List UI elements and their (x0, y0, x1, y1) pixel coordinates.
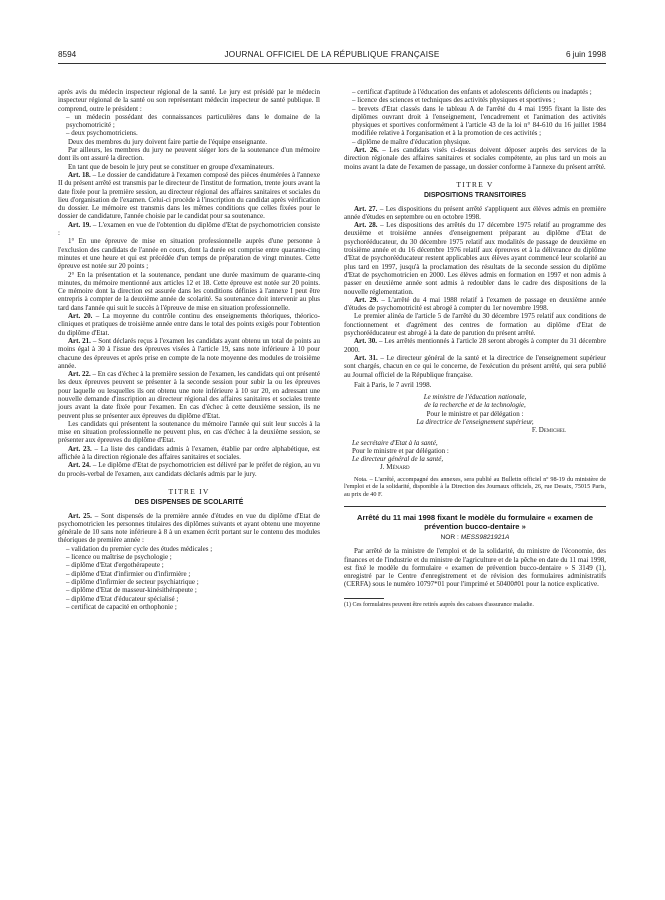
list-item: – diplôme d'Etat d'infirmier ou d'infirmière ; (66, 569, 191, 578)
section-heading: TITRE V (456, 179, 494, 189)
right-column (344, 88, 606, 609)
signatory-title: Le directeur général de la santé, (352, 455, 444, 464)
list-item: – diplôme de maître d'éducation physique. (352, 137, 471, 146)
article-label: Art. 25. (68, 511, 92, 520)
list-item: – brevets d'Etat classés dans le tableau A de l'arrêté du 4 mai 1995 fixant la liste des diplômes ouvrant droit à l'enseignement, l'encadrement et l'animation des activités physiques et sportives conformément à l'article 43 de la loi n° 84-610 du 16 juillet 1984 modifiée relative à l'organisation et à la promotion de ces activités ; (352, 104, 606, 138)
article-text: – Sont dispensés de la première année d'études en vue du diplôme d'Etat de psychomotricien les personnes titulaires des diplômes suivants et ayant obtenu une moyenne générale de 10 sans note inférieure à 8 à un examen écrit portant sur le contenu des modules théoriques de première année : (58, 511, 320, 545)
article-25 (58, 512, 320, 545)
paragraph: Les candidats qui présentent la soutenance du mémoire l'année qui suit leur succès à la mise en situation professionnelle ne peuvent plus, en cas d'échec à la deuxième session, se présenter aux épreuves du diplôme d'Etat. (58, 419, 320, 445)
signatory-title: Le ministre de l'éducation nationale, (423, 393, 527, 402)
article-text: – Les candidats visés ci-dessus doivent déposer auprès des services de la direction régionale des affaires sanitaires et sociales compétente, au plus tard un mois au moins avant la date de l'examen de passage, un dossier conforme à l'annexe du présent arrêté. (344, 146, 606, 171)
article-text: – Les arrêtés mentionnés à l'article 28 seront abrogés à compter du 31 décembre 2000. (344, 337, 606, 354)
article-text: – Le directeur général de la santé et la directrice de l'enseignement supérieur sont chargés, chacun en ce qui le concerne, de l'exécution du présent arrêté, qui sera publié au Journal officiel de la République française. (344, 353, 607, 379)
article-20 (58, 312, 320, 337)
publication-note: Nota. – L'arrêté, accompagné des annexes, sera publié au Bulletin officiel nº 98-19 du ministère de l'emploi et de la solidarité, disponible à la Direction des Journaux officiels, 26, rue Desaix, 75015 Paris, au prix de 40 F. (344, 475, 606, 498)
article-23 (58, 445, 320, 462)
article-27 (344, 205, 606, 222)
footnote-rule (344, 598, 384, 599)
nor-code: MESS9821921A (460, 533, 510, 541)
signatory-title: de la recherche et de la technologie, (424, 401, 526, 410)
section-heading: TITRE IV (168, 486, 210, 496)
signatory-name: J. Ménard (380, 463, 410, 472)
article-text: – La liste des candidats admis à l'examen, établie par ordre alphabétique, est affichée à la direction régionale des affaires sanitaires et sociales. (58, 444, 320, 462)
article-text: – Sont déclarés reçus à l'examen les candidats ayant obtenu un total de points au moins égal à 30 à l'issue des épreuves visées à l'article 19, sans note inférieure à 10 pour chacune des épreuves et après prise en compte de la note moyenne des modules de troisième année. (58, 336, 320, 370)
signature-block-education (344, 393, 606, 434)
list-item: – diplôme d'Etat d'éducateur spécialisé ; (66, 594, 179, 603)
article-text: – Le dossier de candidature à l'examen composé des pièces énumérées à l'annexe II du présent arrêté est transmis par le directeur de l'institut de formation, trente jours avant la date fixée pour la première session, au directeur régional des affaires sanitaires et sociales du lieu d'organisation de l'examen. Celui-ci procède à l'inscription du candidat après vérification du dossier. Le mémoire est transmis dans les mêmes conditions que celles fixées pour le dossier de candidature, l'année choisie par le candidat pour sa soutenance. (58, 170, 320, 221)
page-number: 8594 (58, 50, 77, 59)
article-label: Art. 23. (68, 444, 92, 453)
list-item: – deux psychomotriciens. (66, 129, 138, 138)
article-21 (58, 337, 320, 370)
article-label: Art. 29. (354, 295, 379, 304)
list-item: – licence des sciences et techniques des activités physiques et sportives ; (352, 96, 556, 105)
paragraph: Par arrêté de la ministre de l'emploi et de la solidarité, du ministre de l'économie, des finances et de l'industrie et du ministre de l'agriculture et de la pêche en date du 11 mai 1998, est fixé le modèle du formulaire « examen de prévention bucco-dentaire » S 3149 (1), enregistré par le Centre d'enregistrement et de révision des formulaires administratifs (CERFA) sous le numéro 10797*01 pour l'imprimé et 50400#01 pour la notice explicative. (344, 547, 606, 589)
delegation-line: Pour le ministre et par délégation : (426, 409, 524, 418)
article-24 (58, 461, 320, 478)
list-item: – diplôme d'infirmier de secteur psychiatrique ; (66, 577, 199, 586)
article-text: – L'arrêté du 4 mai 1988 relatif à l'examen de passage en deuxième année d'études de psychomotricité est abrogé à compter du 1er novembre 1998. (344, 295, 607, 313)
paragraph: 1° En une épreuve de mise en situation professionnelle auprès d'une personne à l'exclusion des candidats de l'année en cours, dont la durée est comprise entre quarante-cinq minutes et une heure et qui est précédée d'un temps de préparation de vingt minutes. Cette épreuve est notée sur 20 points ; (58, 237, 320, 271)
arrete-title: Arrêté du 11 mai 1998 fixant le modèle du formulaire « examen de prévention bucco-dentaire » (357, 512, 593, 531)
article-19 (58, 221, 320, 238)
article-label: Art. 21. (68, 336, 91, 345)
article-31 (344, 354, 606, 379)
left-column (58, 88, 320, 611)
article-label: Art. 19. (68, 220, 91, 229)
article-label: Art. 30. (354, 337, 377, 346)
article-label: Art. 20. (68, 312, 93, 321)
paragraph: après avis du médecin inspecteur régional de la santé. Le jury est présidé par le médecin inspecteur régional de la santé ou son représentant médecin inspecteur de santé publique. Il comprend, outre le président : (58, 88, 320, 113)
article-label: Art. 31. (354, 353, 378, 362)
article-text: – En cas d'échec à la première session de l'examen, les candidats qui ont présenté les deux épreuves peuvent se présenter à la seconde session pour subir la ou les épreuves pour laquelle ou lesquelles ils ont obtenu une note inférieure à 10 sur 20, en adressant une nouvelle demande d'inscription au directeur régional des affaires sanitaires et sociales trente jours avant la date fixée pour l'examen. En cas d'échec à cette deuxième session, ils ne peuvent plus se présenter aux épreuves du diplôme d'Etat. (58, 370, 320, 420)
signatory-title: Le secrétaire d'Etat à la santé, (352, 438, 438, 447)
paragraph: 2° En la présentation et la soutenance, pendant une durée maximum de quarante-cinq minutes, du mémoire mentionné aux articles 12 et 18. Cette épreuve est notée sur 20 points. Ce mémoire dont la direction est assurée dans les conditions définies à l'annexe I peut être entrepris à compter de la deuxième année de scolarité. Sa soutenance doit intervenir au plus tard dans l'année qui suit le succès à l'épreuve de mise en situation professionnelle. (58, 270, 320, 312)
article-22 (58, 370, 320, 420)
section-separator (344, 506, 606, 507)
signatory-title: La directrice de l'enseignement supérieur, (416, 417, 534, 426)
signature-block-sante (344, 439, 606, 472)
article-label: Art. 18. (68, 170, 91, 179)
signing-date: Fait à Paris, le 7 avril 1998. (354, 380, 432, 389)
header-rule (58, 63, 606, 64)
list-item: – certificat d'aptitude à l'éducation des enfants et adolescents déficients ou inadaptés ; (352, 88, 592, 96)
article-26 (344, 146, 606, 171)
paragraph: Deux des membres du jury doivent faire partie de l'équipe enseignante. (68, 137, 267, 146)
paragraph: En tant que de besoin le jury peut se constituer en groupe d'examinateurs. (68, 162, 274, 171)
article-29 (344, 296, 606, 313)
article-label: Art. 28. (354, 221, 378, 230)
delegation-line: Pour le ministre et par délégation : (352, 446, 449, 455)
paragraph: Le premier alinéa de l'article 5 de l'arrêté du 30 décembre 1975 relatif aux conditions de fonctionnement et d'agrément des centres de formation au diplôme d'Etat de psychorééducateur est abrogé à la date de parution du présent arrêté. (344, 312, 606, 338)
section-subheading: DES DISPENSES DE SCOLARITÉ (134, 499, 244, 507)
list-item: – un médecin possédant des connaissances particulières dans le domaine de la psychomotricité ; (66, 112, 320, 130)
article-label: Art. 27. (354, 204, 378, 213)
article-28 (344, 221, 606, 296)
footnote: (1) Ces formulaires peuvent être retirés auprès des caisses d'assurance maladie. (344, 601, 534, 608)
article-label: Art. 26. (354, 146, 379, 155)
article-18 (58, 171, 320, 221)
list-item: – diplôme d'Etat d'ergothérapeute ; (66, 561, 164, 570)
signatory-name: F. Demichel (531, 426, 566, 435)
article-text: – La moyenne du contrôle continu des enseignements théoriques, théorico-cliniques et pratiques de troisième année entre dans le total des points exigés pour l'obtention du diplôme d'Etat. (58, 312, 320, 337)
list-item: – diplôme d'Etat de masseur-kinésithérapeute ; (66, 586, 197, 595)
nor-label: NOR : (440, 533, 459, 541)
paragraph: Par ailleurs, les membres du jury ne peuvent siéger lors de la soutenance d'un mémoire dont ils ont assuré la direction. (58, 146, 320, 163)
article-label: Art. 24. (68, 461, 91, 470)
list-item: – certificat de capacité en orthophonie ; (66, 602, 177, 611)
article-text: – Les dispositions des arrêtés du 17 décembre 1975 relatif au programme des deuxième et troisième années d'enseignement préparant au diplôme d'Etat de psychorééducateur, du 30 décembre 1975 relatif aux modalités de passage de deuxième en troisième année et du 16 décembre 1976 relatif aux épreuves et à la délivrance du diplôme d'Etat de psychorééducateur restent applicables aux élèves ayant commencé leur scolarité au plus tard en 1997, jusqu'à la proclamation des résultats de la seconde session du diplôme d'Etat de psychomotricien en 2000. Les élèves admis en formation en 1997 et non admis à passer en deuxième année sont admis à redoubler dans le cadre des dispositions de la nouvelle réglementation. (344, 221, 606, 296)
list-item: – licence ou maîtrise de psychologie ; (66, 553, 172, 562)
article-text: – L'examen en vue de l'obtention du diplôme d'Etat de psychomotricien consiste : (58, 220, 320, 238)
nor-reference (344, 534, 606, 542)
journal-title: JOURNAL OFFICIEL DE LA RÉPUBLIQUE FRANÇAISE (224, 50, 440, 59)
list-item: – validation du premier cycle des études médicales ; (66, 544, 213, 553)
article-label: Art. 22. (68, 370, 91, 379)
article-30 (344, 337, 606, 354)
page-header (58, 50, 606, 62)
section-subheading: DISPOSITIONS TRANSITOIRES (423, 192, 527, 200)
article-text: – Le diplôme d'Etat de psychomotricien est délivré par le préfet de région, au vu du procès-verbal de l'examen, aux candidats déclarés admis par le jury. (58, 461, 320, 478)
issue-date: 6 juin 1998 (565, 50, 606, 59)
article-text: – Les dispositions du présent arrêté s'appliquent aux élèves admis en première année d'études en septembre ou en octobre 1998. (344, 204, 607, 221)
